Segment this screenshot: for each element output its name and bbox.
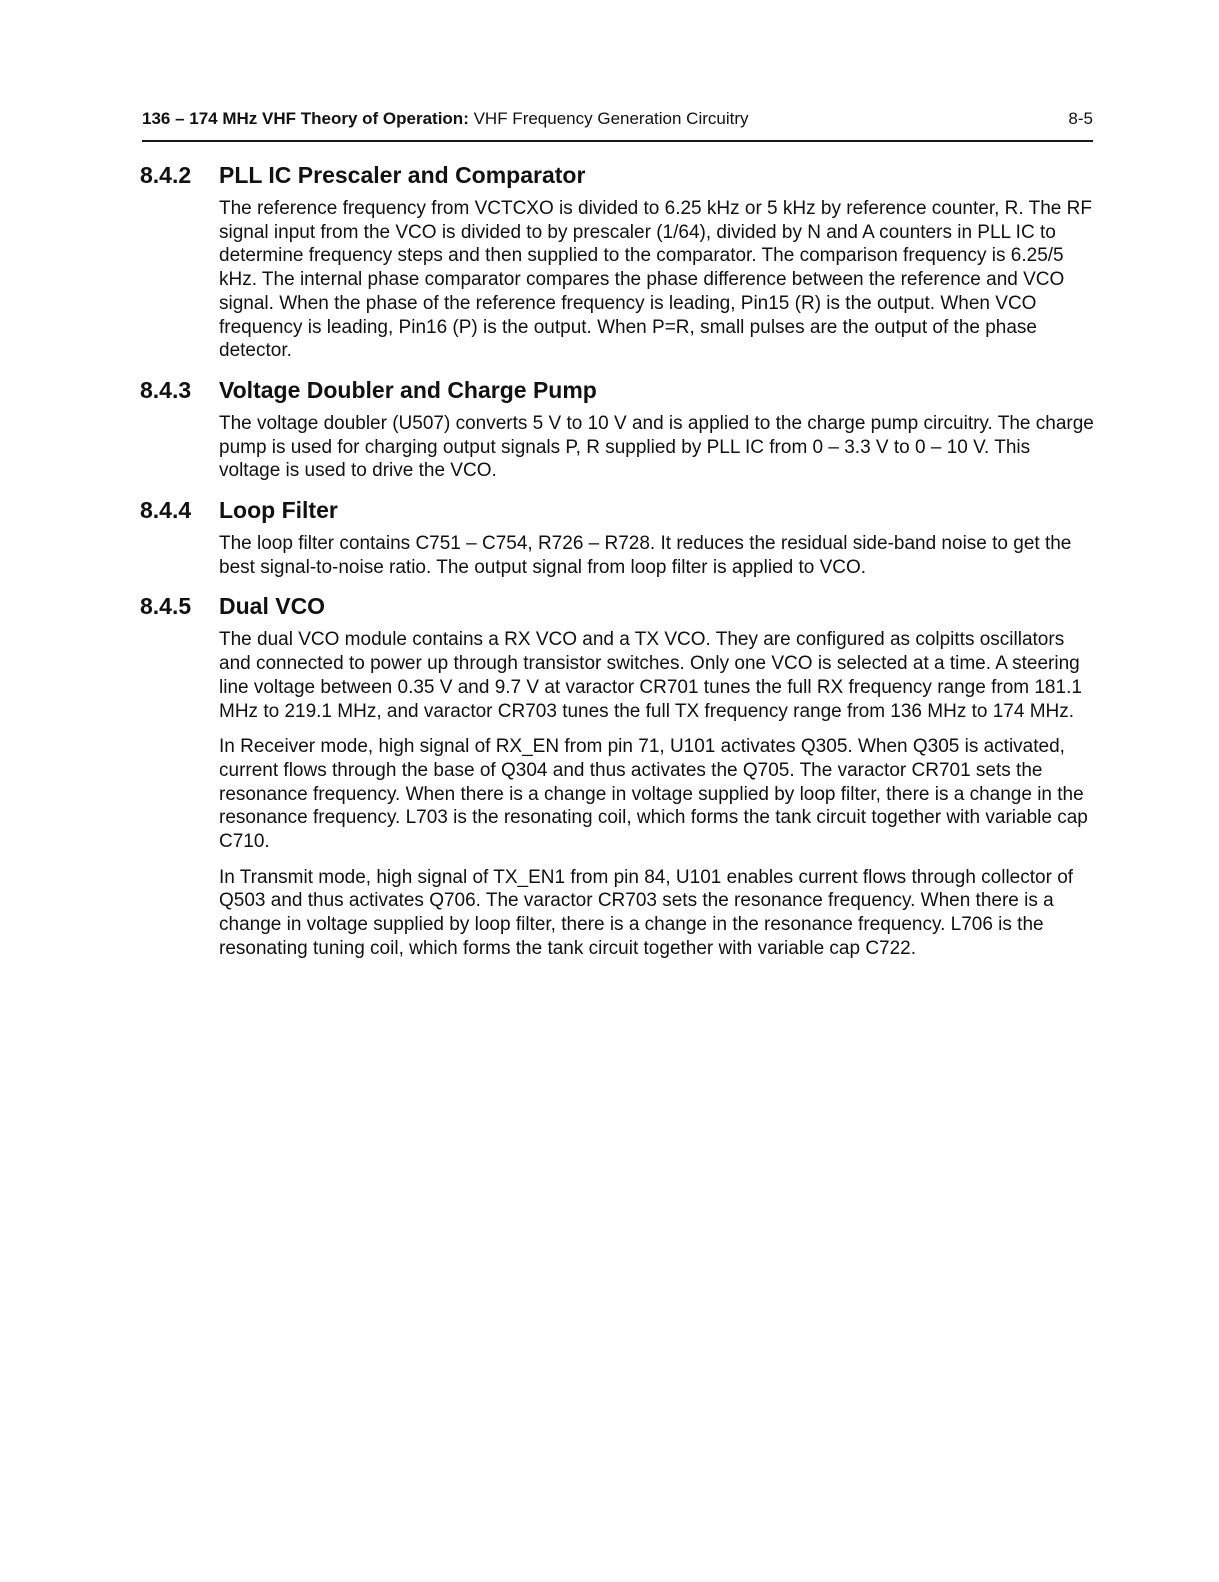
section-8-4-5 — [140, 591, 1100, 960]
section-number: 8.4.2 — [140, 162, 192, 188]
header-section-title: VHF Frequency Generation Circuitry — [468, 109, 749, 128]
section-8-4-3 — [140, 375, 1100, 483]
section-8-4-4 — [140, 495, 1100, 579]
page-content — [140, 160, 1100, 973]
section-number: 8.4.5 — [140, 593, 192, 620]
paragraph: The dual VCO module contains a RX VCO and a TX VCO. They are configured as colpitts oscillators and connected to power up through transistor switches. Only one VCO is selected at a time. A steering line voltage between 0.35 V and 9.7 V at varactor CR701 tunes the full RX frequency range from 181.1 MHz to 219.1 MHz, and varactor CR703 tunes the full TX frequency range from 136 MHz to 174 MHz. — [219, 629, 1082, 722]
paragraph: In Transmit mode, high signal of TX_EN1 from pin 84, U101 enables current flows through collector of Q503 and thus activates Q706. The varactor CR703 sets the resonance frequency. When there is a change in voltage supplied by loop filter, there is a change in the resonance frequency. L706 is the resonating tuning coil, which forms the tank circuit together with variable cap C722. — [219, 866, 1074, 959]
section-body — [219, 412, 1095, 483]
section-body — [219, 628, 1095, 960]
section-heading — [140, 495, 1100, 525]
section-title: Dual VCO — [219, 593, 326, 620]
paragraph: The voltage doubler (U507) converts 5 V to 10 V and is applied to the charge pump circuitry. The charge pump is used for charging output signals P, R supplied by PLL IC from 0 – 3.3 V to 0 – 10 V. This voltage is used to drive the VCO. — [219, 412, 1094, 482]
page-header — [142, 108, 1093, 142]
section-number: 8.4.3 — [140, 376, 192, 403]
paragraph: In Receiver mode, high signal of RX_EN from pin 71, U101 activates Q305. When Q305 is activated, current flows through the base of Q304 and thus activates the Q705. The varactor CR701 sets the resonance frequency. When there is a change in voltage supplied by loop filter, there is a change in the resonance frequency. L703 is the resonating coil, which forms the tank circuit together with variable cap C710. — [219, 736, 1088, 853]
paragraph: The loop filter contains C751 – C754, R726 – R728. It reduces the residual side-band noise to get the best signal-to-noise ratio. The output signal from loop filter is applied to VCO. — [219, 533, 1072, 578]
page-number: 8-5 — [1068, 109, 1093, 128]
header-chapter-title: 136 – 174 MHz VHF Theory of Operation: — [142, 109, 469, 128]
section-title: Voltage Doubler and Charge Pump — [219, 376, 597, 403]
section-title: PLL IC Prescaler and Comparator — [219, 162, 586, 188]
section-body — [219, 197, 1095, 363]
section-number: 8.4.4 — [140, 497, 192, 524]
section-title: Loop Filter — [219, 497, 338, 524]
section-heading — [140, 375, 1100, 405]
section-heading — [140, 160, 1100, 190]
section-8-4-2 — [140, 160, 1100, 363]
paragraph: The reference frequency from VCTCXO is divided to 6.25 kHz or 5 kHz by reference counter, R. The RF signal input from the VCO is divided to by prescaler (1/64), divided by N and A counters in PLL IC to determine frequency steps and then supplied to the comparator. The comparison frequency is 6.25/5 kHz. The internal phase comparator compares the phase difference between the reference and VCO signal. When the phase of the reference frequency is leading, Pin15 (R) is the output. When VCO frequency is leading, Pin16 (P) is the output. When P=R, small pulses are the output of the phase detector. — [219, 198, 1092, 362]
section-body — [219, 532, 1095, 579]
section-heading — [140, 591, 1100, 621]
